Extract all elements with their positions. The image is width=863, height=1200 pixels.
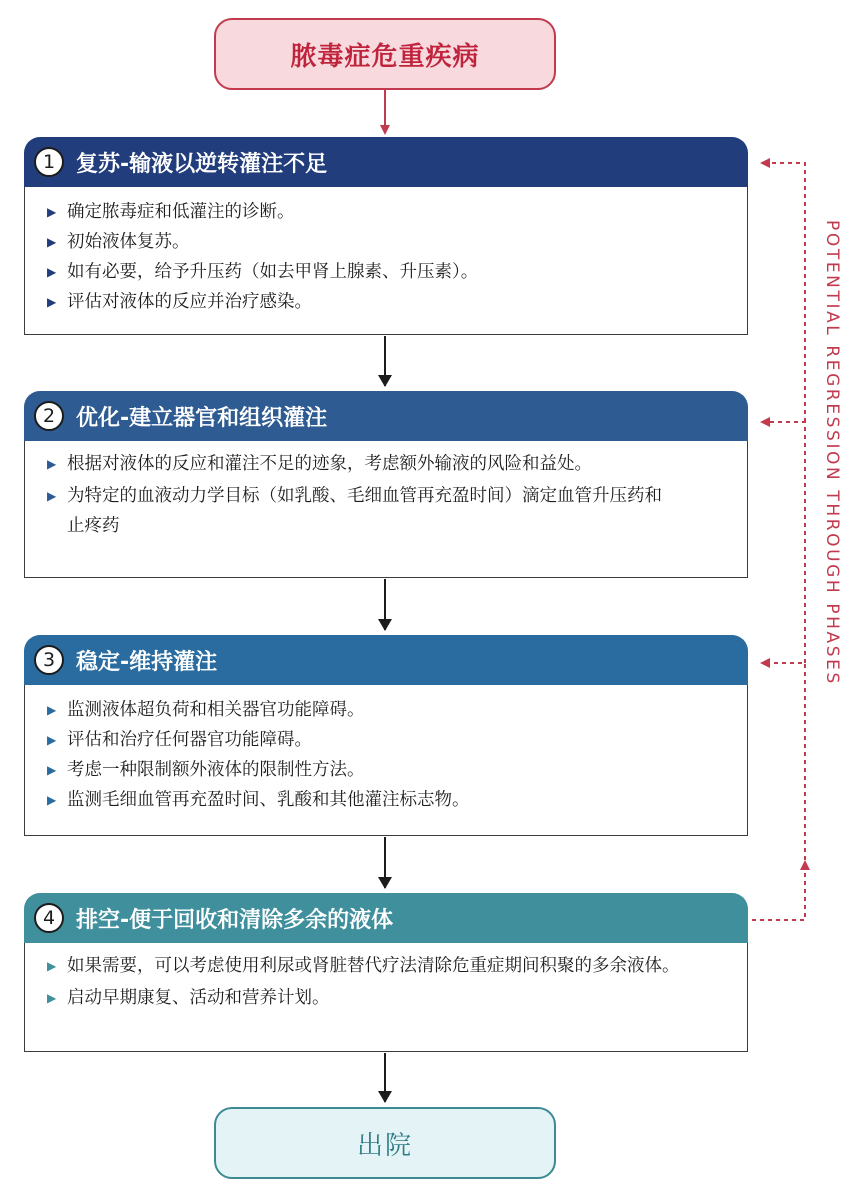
list-item: ▶ 如果需要，可以考虑使用利尿或肾脏替代疗法清除危重症期间积聚的多余液体。 [47, 951, 731, 981]
list-item: ▶ 考虑一种限制额外液体的限制性方法。 [47, 755, 731, 785]
phase-2-title: 优化-建立器官和组织灌注 [76, 405, 328, 431]
phase-2-header [24, 391, 748, 441]
list-item: ▶ 根据对液体的反应和灌注不足的迹象，考虑额外输液的风险和益处。 [47, 449, 731, 479]
list-item: ▶ 监测液体超负荷和相关器官功能障碍。 [47, 695, 731, 725]
bullet-arrow-icon: ▶ [47, 205, 57, 219]
phase-1-box [24, 137, 748, 335]
end-node-label: 出院 [356, 1130, 413, 1161]
phase-4-number: 4 [34, 903, 64, 933]
start-node-label: 脓毒症危重疾病 [290, 41, 480, 72]
regression-line-from-phase4 [752, 862, 805, 920]
phase-3-number: 3 [34, 645, 64, 675]
bullet-arrow-icon: ▶ [47, 489, 57, 503]
regression-side-label: POTENTIAL REGRESSION THROUGH PHASES [822, 220, 842, 686]
phase-2-number: 2 [34, 401, 64, 431]
phase-3-header [24, 635, 748, 685]
bullet-arrow-icon: ▶ [47, 733, 57, 747]
regression-arrow-to-phase1 [762, 163, 805, 422]
phase-2-body [24, 441, 748, 578]
bullet-arrow-icon: ▶ [47, 763, 57, 777]
phase-1-header [24, 137, 748, 187]
regression-arrow-to-phase3 [762, 663, 805, 860]
phase-1-body [24, 187, 748, 335]
phase-3-box [24, 635, 748, 836]
bullet-arrow-icon: ▶ [47, 991, 57, 1005]
end-node-discharge [214, 1107, 556, 1179]
phase-3-body [24, 685, 748, 836]
phase-1-title: 复苏-输液以逆转灌注不足 [76, 151, 328, 177]
list-item: ▶ 监测毛细血管再充盈时间、乳酸和其他灌注标志物。 [47, 785, 731, 815]
list-item: ▶ 评估和治疗任何器官功能障碍。 [47, 725, 731, 755]
phase-3-title: 稳定-维持灌注 [76, 649, 218, 675]
list-item: ▶ 评估对液体的反应并治疗感染。 [47, 287, 731, 317]
bullet-arrow-icon: ▶ [47, 265, 57, 279]
bullet-arrow-icon: ▶ [47, 457, 57, 471]
phase-4-title: 排空-便于回收和清除多余的液体 [76, 907, 394, 933]
bullet-arrow-icon: ▶ [47, 959, 57, 973]
phase-4-body [24, 943, 748, 1052]
phase-1-number: 1 [34, 147, 64, 177]
bullet-arrow-icon: ▶ [47, 703, 57, 717]
list-item: ▶ 初始液体复苏。 [47, 227, 731, 257]
list-item: ▶ 如有必要，给予升压药（如去甲肾上腺素、升压素）。 [47, 257, 731, 287]
phase-4-header [24, 893, 748, 943]
start-node-sepsis [214, 18, 556, 90]
list-item: ▶ 确定脓毒症和低灌注的诊断。 [47, 197, 731, 227]
bullet-arrow-icon: ▶ [47, 235, 57, 249]
bullet-arrow-icon: ▶ [47, 793, 57, 807]
list-item: ▶ 为特定的血液动力学目标（如乳酸、毛细血管再充盈时间）滴定血管升压药和止疼药 [47, 481, 731, 541]
bullet-arrow-icon: ▶ [47, 295, 57, 309]
regression-arrow-to-phase2 [762, 422, 805, 663]
phase-4-box [24, 893, 748, 1052]
list-item: ▶ 启动早期康复、活动和营养计划。 [47, 983, 731, 1013]
phase-2-box [24, 391, 748, 578]
